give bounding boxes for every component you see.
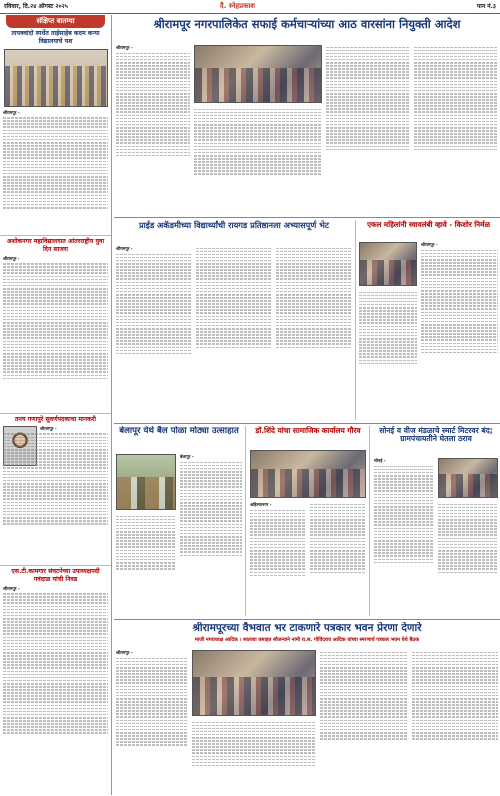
brief-item-gold-medal: [0, 414, 111, 566]
story-subheadline: माजी नगराध्यक्ष आदिक । सातव्या वसाहत सौजन्याने नामी रा.स. गोविंदराव आदिक यांच्या स्मरणार्थ पत्रकार भवन येथे बैठक: [194, 636, 420, 643]
story-body: श्रीरामपूर -: [116, 650, 188, 747]
issue-date: रविवार, दि.२४ ऑगस्ट २०२५: [4, 3, 68, 10]
story-single-women: [357, 220, 500, 420]
story-headline: श्रीरामपूर नगरपालिकेत सफाई कर्मचाऱ्यांच्या आठ वारसांना नियुक्ती आदेश: [153, 17, 461, 31]
story-body: श्रीरामपूर -: [116, 45, 190, 158]
story-body: अहिल्यानगर -: [250, 502, 306, 578]
section-divider: [114, 217, 500, 218]
story-bull-festival: [114, 426, 244, 616]
story-body-continued: [359, 290, 417, 366]
story-press-bhavan: [114, 622, 500, 795]
brief-item-body: श्रीरामपूर -: [3, 586, 108, 735]
story-body-continued: [412, 650, 498, 741]
section-divider: [114, 423, 500, 424]
article-photo: [192, 650, 316, 716]
story-body-continued: [194, 107, 322, 177]
story-body: श्रीरामपूर -: [116, 246, 192, 356]
story-body-continued: [116, 514, 176, 571]
story-headline: श्रीरामपूरच्या वैभवात भर टाकणारे पत्रकार भवन प्रेरणा देणारे: [192, 622, 422, 634]
story-headline: सोनई व वीज मंडळाचे स्मार्ट मिटरवर बंद; ग्रामपंचायतीने घेतला ठराव: [379, 426, 493, 444]
story-body-continued: [320, 650, 408, 741]
story-pride-academy: [114, 220, 354, 420]
brief-item-title: एस.टी.कामगार संघटनेच्या उपाध्यक्षपदी गवंदाळ यांची निवड: [11, 568, 100, 583]
story-body-continued: [192, 720, 316, 768]
brief-item-taekwondo: [0, 28, 111, 236]
page-number: पान नं.३: [476, 3, 496, 10]
story-body-continued: [276, 246, 352, 350]
story-headline: प्राईड अकॅडमीच्या विद्यार्थ्यांची रायगड प्रतिष्ठानला अभ्यासपूर्ण भेट: [139, 220, 329, 230]
story-body-continued: [414, 45, 498, 152]
brief-item-body: श्रीरामपूर -: [3, 110, 108, 209]
story-body-continued: [326, 45, 410, 152]
story-body-continued: [196, 246, 272, 350]
section-divider: [114, 619, 500, 620]
story-headline: डॉ.शिंदे यांचा सामाजिक कार्यालय गौरव: [255, 426, 361, 435]
brief-item-body: श्रीरामपूर -: [3, 426, 108, 525]
column-divider: [245, 426, 246, 616]
article-photo: [359, 242, 417, 286]
article-photo: [116, 454, 176, 510]
newspaper-name: दै. स्नेहप्रकाश: [220, 2, 256, 10]
article-photo: [250, 450, 366, 498]
article-photo: [4, 49, 108, 107]
column-divider: [355, 220, 356, 420]
story-sonai-smart-meter: [372, 426, 500, 616]
story-body: बेलापूर -: [180, 454, 242, 558]
brief-item-title: तनय गणापुरे सुवर्णपदकाचा मानकरी: [14, 416, 97, 423]
story-body: श्रीरामपूर -: [421, 242, 498, 355]
brief-item-title: अशोकनगर महाविद्यालयात आंतरराष्ट्रीय युवा दिन साजरा: [6, 238, 105, 253]
brief-item-body: श्रीरामपूर -: [3, 256, 108, 380]
brief-news-sidebar: [0, 15, 112, 795]
story-dr-shinde: [248, 426, 368, 616]
story-headline: बेलापूर येथे बैल पोळा मोठ्या उत्साहात: [119, 426, 239, 436]
story-headline: एकल महिलांनी स्वावलंबी व्हावे - किशोर निर्मळ: [367, 220, 490, 229]
main-news-area: [114, 15, 500, 795]
column-divider: [369, 426, 370, 616]
brief-item-st-union: [0, 566, 111, 788]
story-body-continued: [438, 502, 498, 575]
story-municipal-appointments: [114, 15, 500, 215]
brief-item-youth-day: [0, 236, 111, 414]
brief-news-header: संक्षिप्त बातम्या: [6, 15, 105, 28]
article-photo: [194, 45, 322, 103]
masthead: [0, 0, 500, 14]
article-photo: [438, 458, 498, 498]
story-body-continued: [310, 502, 366, 575]
story-body: सोनई -: [374, 458, 434, 565]
brief-item-title: तायक्वांदो स्पर्धेत ताईसाहेब कदम कन्या विद्यालयाचे यश: [11, 30, 100, 45]
